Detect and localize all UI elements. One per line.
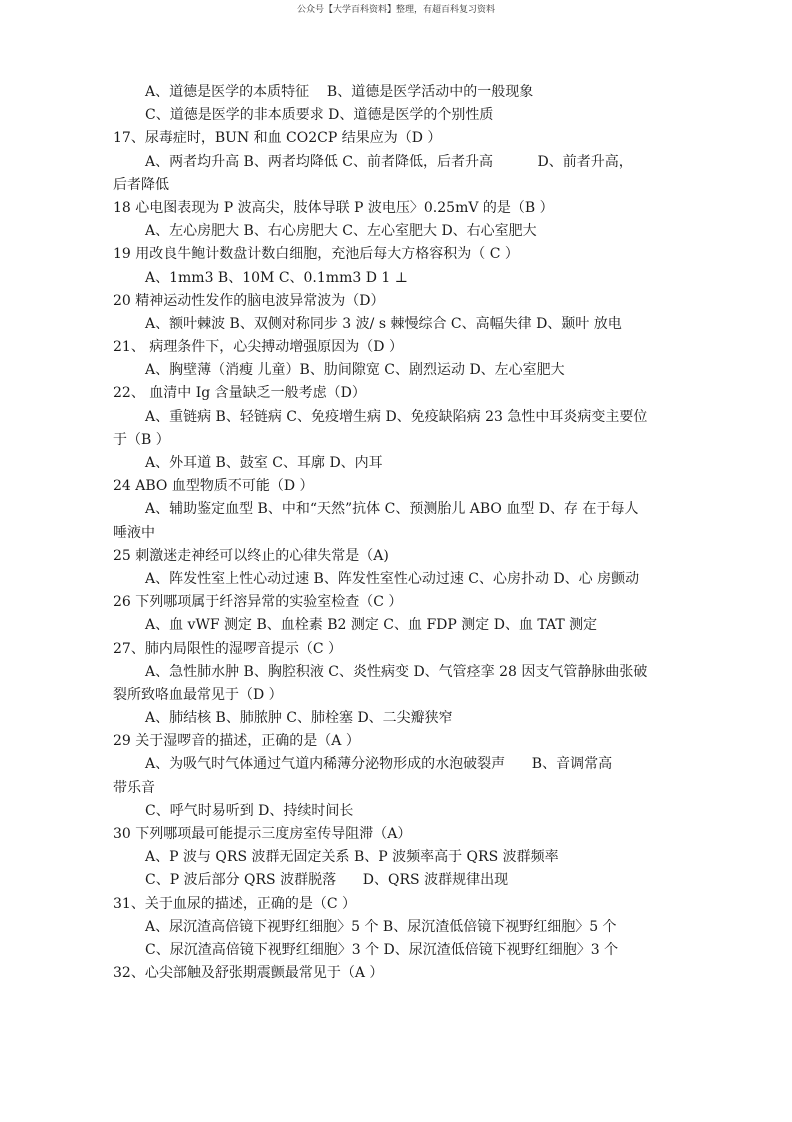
- text-line: A、P 波与 QRS 波群无固定关系 B、P 波频率高于 QRS 波群频率: [145, 849, 559, 866]
- text-line: A、外耳道 B、鼓室 C、耳廓 D、内耳: [145, 455, 383, 471]
- text-line: 32、心尖部触及舒张期震颤最常见于（A ）: [113, 965, 384, 982]
- text-line: A、重链病 B、轻链病 C、免疫增生病 D、免疫缺陷病 23 急性中耳炎病变主要位: [145, 408, 648, 425]
- text-line: A、尿沉渣高倍镜下视野红细胞〉5 个 B、尿沉渣低倍镜下视野红细胞〉5 个: [145, 918, 617, 935]
- text-line: 裂所致咯血最常见于（D ）: [113, 686, 283, 703]
- text-line: 31、关于血尿的描述，正确的是（C ）: [113, 895, 356, 912]
- text-line: 21、 病理条件下，心尖搏动增强原因为（D ）: [113, 339, 403, 356]
- text-line: 22、 血清中 Ig 含量缺乏一般考虑（D）: [113, 385, 366, 402]
- text-line: C、呼气时易听到 D、持续时间长: [145, 802, 354, 819]
- text-line: A、两者均升高 B、两者均降低 C、前者降低，后者升高 D、前者升高，: [145, 153, 633, 170]
- text-line: 27、肺内局限性的湿啰音提示（C ）: [113, 640, 342, 657]
- text-line: 29 关于湿啰音的描述，正确的是（A ）: [113, 733, 360, 750]
- document-body: [113, 81, 683, 985]
- text-line: A、1mm3 B、10M C、0.1mm3 D 1 ⊥: [145, 269, 408, 286]
- text-line: C、道德是医学的非本质要求 D、道德是医学的个别性质: [145, 107, 494, 124]
- text-line: 20 精神运动性发作的脑电波异常波为（D）: [113, 292, 385, 309]
- text-line: 17、尿毒症时，BUN 和血 CO2CP 结果应为（D ）: [113, 130, 442, 147]
- text-line: 24 ABO 血型物质不可能（D ）: [113, 478, 314, 495]
- text-line: A、胸壁薄（消瘦 儿童）B、肋间隙宽 C、剧烈运动 D、左心室肥大: [145, 362, 565, 379]
- text-line: A、血 vWF 测定 B、血栓素 B2 测定 C、血 FDP 测定 D、血 TAT 测定: [145, 617, 598, 634]
- text-line: 唾液中: [113, 524, 155, 541]
- text-line: C、尿沉渣高倍镜下视野红细胞〉3 个 D、尿沉渣低倍镜下视野红细胞〉3 个: [145, 941, 619, 958]
- text-line: C、P 波后部分 QRS 波群脱落 D、QRS 波群规律出现: [145, 872, 509, 889]
- text-line: 25 刺激迷走神经可以终止的心律失常是（A): [113, 547, 389, 564]
- text-line: A、阵发性室上性心动过速 B、阵发性室性心动过速 C、心房扑动 D、心 房颤动: [145, 570, 640, 587]
- text-line: A、为吸气时气体通过气道内稀薄分泌物形成的水泡破裂声 B、音调常高: [145, 756, 613, 773]
- text-line: 26 下列哪项属于纤溶异常的实验室检查（C ）: [113, 594, 403, 611]
- text-line: 带乐音: [113, 779, 155, 796]
- text-line: 18 心电图表现为 P 波高尖，肢体导联 P 波电压〉0.25mV 的是（B ）: [113, 199, 554, 216]
- text-line: A、急性肺水肿 B、胸腔积液 C、炎性病变 D、气管痉挛 28 因支气管静脉曲张破: [145, 663, 648, 680]
- text-line: A、辅助鉴定血型 B、中和“天然”抗体 C、预测胎儿 ABO 血型 D、存 在于每人: [145, 501, 639, 518]
- text-line: 后者降低: [113, 176, 169, 193]
- text-line: A、左心房肥大 B、右心房肥大 C、左心室肥大 D、右心室肥大: [145, 223, 537, 240]
- text-line: A、道德是医学的本质特征 B、道德是医学活动中的一般现象: [145, 84, 534, 100]
- text-line: 于（B ）: [113, 431, 170, 448]
- text-line: A、额叶棘波 B、双侧对称同步 3 波/ s 棘慢综合 C、高幅失律 D、颞叶 放电: [145, 315, 622, 332]
- text-line: 19 用改良牛鲍计数盘计数白细胞，充池后每大方格容积为（ C ）: [113, 246, 519, 263]
- page-header: 公众号【大学百科资料】整理，有超百科复习资料: [296, 5, 495, 15]
- text-line: A、肺结核 B、肺脓肿 C、肺栓塞 D、二尖瓣狭窄: [145, 710, 453, 727]
- text-line: 30 下列哪项最可能提示三度房室传导阻滞（A）: [113, 826, 412, 842]
